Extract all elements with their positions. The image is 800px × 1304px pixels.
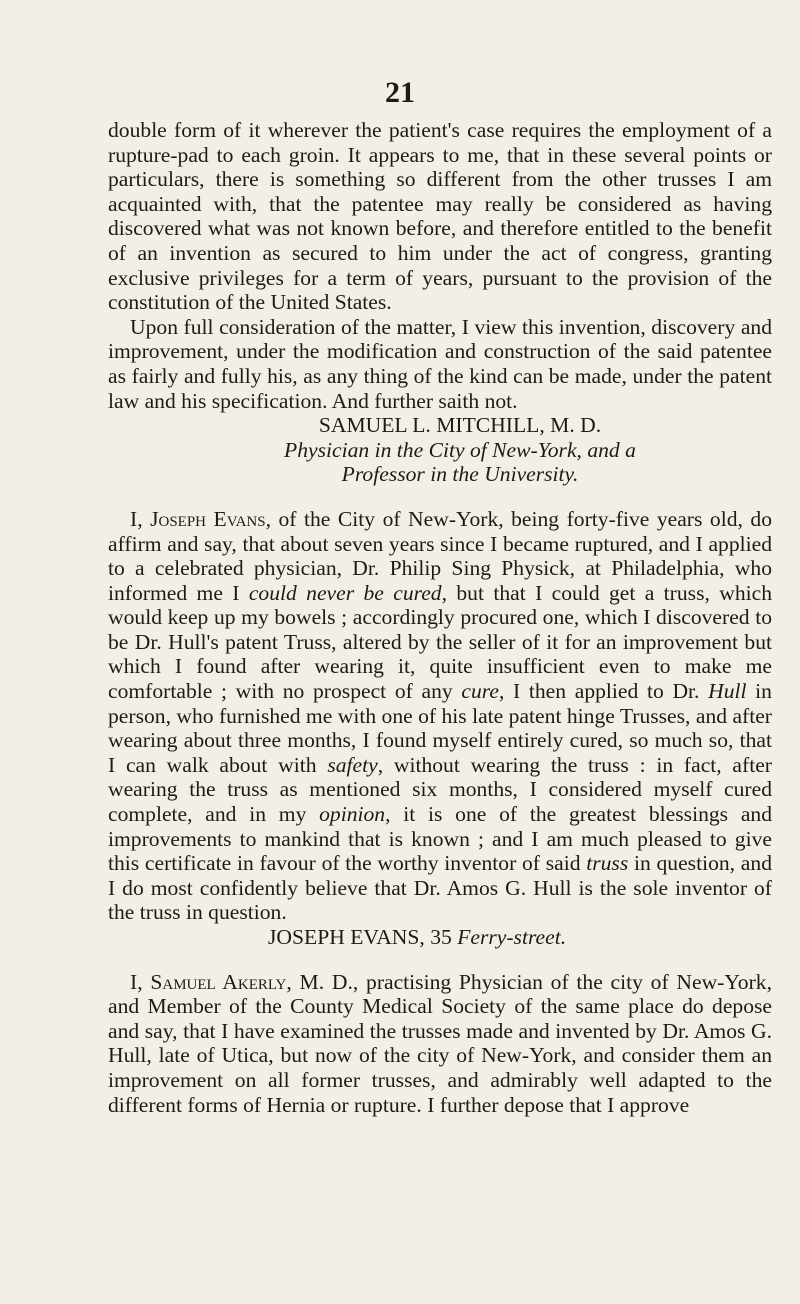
paragraph-continued: double form of it wherever the patient's case requires the employment of a rupture-pad to each groin. It appears to me, that in these several points or particulars, there is something so different from the other trusses I am acquainted with, that the patentee may really be considered as having discovered what was not known before, and therefore entitled to the benefit of an invention as secured to him under the act of congress, granting exclusive privileges for a term of years, pursuant to the provision of the constitution of the United States.: [108, 118, 772, 315]
page-number: 21: [385, 76, 415, 109]
credentials-line-1: Physician in the City of New-York, and a: [284, 437, 636, 462]
page-body: [108, 118, 772, 1117]
text-run: , M. D., practising Physician of the city of New-York, and Member of the County Medical Society of the same place do depose and say, that I have examined the trusses made and invented by Dr. Amos G. Hull, late of Utica, but now of the city of New-York, and consider them an improvement on all former trusses, and admirably well adapted to the different forms of Hernia or rupture. I further depose that I approve: [108, 969, 772, 1117]
affidavit-akerly: [108, 970, 772, 1118]
spacer: [108, 487, 772, 507]
emphasis: truss: [586, 851, 629, 876]
text-run: in person, who furnished me with one of his late patent hinge Trusses, and after wearing about three months, I found myself entirely cured, so much so, that I can walk about with: [108, 679, 772, 777]
spacer: [108, 950, 772, 970]
emphasis: cure: [461, 679, 499, 704]
text-run: , I then applied to Dr.: [498, 679, 709, 704]
emphasis: safety: [327, 752, 378, 777]
paragraph-opinion: Upon full consideration of the matter, I view this invention, discovery and improvement, under the modification and construction of the said patentee as fairly and fully his, as any thing of the kind can be made, under the patent law and his specification. And further saith not.: [108, 314, 772, 413]
text-run: , but that I could get a truss, which would keep up my bowels ; accordingly procured one, which I discovered to be Dr. Hull's patent Truss, altered by the seller of it for an improvement but which I found after wearing it, quite insufficient even to make me comfortable ; with no prospect of any: [108, 580, 773, 704]
emphasis: opinion: [319, 802, 386, 827]
text-run: I,: [130, 506, 151, 531]
text-run: , without wearing the truss : in fact, after wearing the truss as mentioned six months, I considered myself cured complete, and in my: [108, 752, 772, 827]
affiant-name: Samuel Akerly: [150, 969, 287, 994]
affiant-name: Joseph Evans: [150, 506, 266, 531]
text-run: in question, and I do most confidently believe that Dr. Amos G. Hull is the sole inventor of the truss in question.: [108, 851, 772, 925]
signature-mitchill: SAMUEL L. MITCHILL, M. D.: [318, 413, 602, 438]
signer-address: Ferry-street.: [457, 925, 567, 949]
emphasis: could never be cured: [248, 580, 442, 605]
credentials-line-2: Professor in the University.: [341, 462, 579, 487]
text-run: I,: [130, 969, 151, 994]
text-run: , it is one of the greatest blessings and improvements to mankind that is known ; and I am much pleased to give this certificate in favour of the worthy inventor of said: [108, 802, 772, 876]
emphasis: Hull: [708, 679, 747, 704]
text-run: , of the City of New-York, being forty-five years old, do affirm and say, that about seven years since I became ruptured, and I applied to a celebrated physician, Dr. Philip Sing Physick, at Philadelphia, who informed me I: [108, 506, 772, 605]
signer-name: JOSEPH EVANS, 35: [268, 925, 458, 949]
affidavit-evans: [108, 507, 772, 925]
signature-evans: [108, 925, 772, 950]
